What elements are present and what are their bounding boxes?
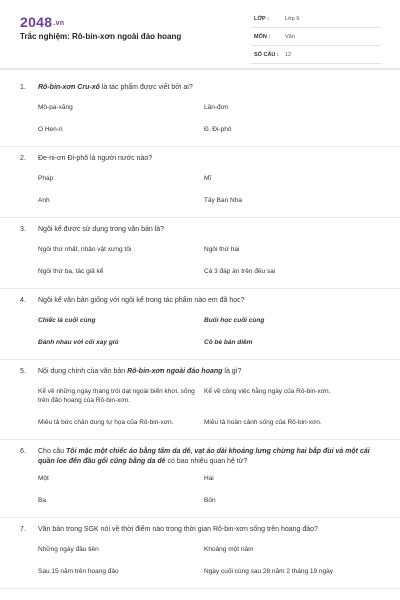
answer-options	[20, 467, 380, 517]
question-text-part: Cho câu	[38, 448, 67, 455]
answer-option[interactable]: Mô-pa-xăng	[38, 104, 73, 111]
answer-option[interactable]: Một	[38, 475, 49, 482]
question-6	[0, 440, 400, 518]
answer-option[interactable]: Miêu tả bức chân dung tự họa của Rô-bin-xơn.	[38, 419, 174, 426]
quiz-title: Trắc nghiệm: Rô-bin-xơn ngoài đảo hoang	[20, 32, 182, 41]
answer-option[interactable]: Đ. Đi-phô	[204, 126, 232, 133]
question-text-emphasis: Rô-bin-xơn Cru-xô	[38, 84, 100, 91]
meta-label: SỐ CÂU :	[254, 52, 279, 58]
question-text	[20, 289, 380, 309]
answer-options	[20, 538, 380, 588]
answer-option[interactable]: Sau 15 năm trên hoang đảo	[38, 568, 119, 575]
answer-option[interactable]: Hai	[204, 475, 214, 482]
question-text	[20, 147, 380, 167]
answer-option[interactable]: Buổi học cuối cùng	[204, 317, 265, 324]
question-2	[0, 147, 400, 218]
page-header	[0, 0, 400, 66]
meta-label: LỚP :	[254, 16, 269, 22]
answer-option[interactable]: Cả 3 đáp án trên đều sai	[204, 268, 276, 275]
quiz-meta	[251, 14, 381, 68]
question-text	[20, 76, 380, 96]
question-number: 2.	[20, 155, 26, 162]
question-number: 6.	[20, 448, 26, 455]
answer-option[interactable]: Ngôi thứ ba, tác giả kể	[38, 268, 104, 275]
meta-row-class	[251, 14, 381, 28]
answer-option[interactable]: Ngôi thứ nhất, nhân vật xưng tôi	[38, 246, 132, 253]
answer-option[interactable]: Cô bé bán diêm	[204, 339, 253, 346]
question-text-part: Nội dung chính của văn bản	[38, 368, 128, 375]
answer-option[interactable]: Tây Ban Nha	[204, 197, 242, 204]
answer-option[interactable]: Bốn	[204, 497, 216, 504]
logo-text: 2048	[20, 14, 53, 30]
question-text	[20, 440, 380, 467]
question-number: 4.	[20, 297, 26, 304]
answer-options	[20, 167, 380, 217]
meta-row-count	[251, 50, 381, 64]
question-text-part: Đe-ni-ơn Đi-phô là người nước nào?	[38, 155, 153, 162]
answer-option[interactable]: Miêu tả hoàn cảnh sống của Rô-bin-xơn.	[204, 419, 322, 426]
meta-row-subject	[251, 32, 381, 46]
answer-option[interactable]: Ngày cuối cùng sau 28 năm 2 tháng 19 ngày	[204, 568, 334, 575]
answer-option[interactable]: Chiếc lá cuối cùng	[38, 317, 96, 324]
answer-option[interactable]: Pháp	[38, 175, 54, 182]
question-text-part: Văn bản trong SGK nói về thời điểm nào trong thời gian Rô-bin-xơn sống trên hoang đảo?	[38, 526, 318, 533]
answer-option[interactable]: Ba	[38, 497, 46, 504]
answer-option[interactable]: Kể về những ngày tháng trôi dạt ngoài biển khơi, sống trên đảo hoang của Rô-bin-xơn.	[38, 388, 195, 404]
answer-option[interactable]: Anh	[38, 197, 50, 204]
question-4	[0, 289, 400, 360]
header-divider	[0, 68, 400, 70]
answer-option[interactable]: Kể về công việc hằng ngày của Rô-bin-xơn.	[204, 388, 331, 395]
question-text-part: là tác phẩm được viết bởi ai?	[99, 84, 193, 91]
site-logo[interactable]	[20, 14, 64, 30]
answer-option[interactable]: Lân-đơn	[204, 104, 229, 111]
answer-options	[20, 309, 380, 359]
meta-label: MÔN :	[254, 34, 271, 40]
question-1	[0, 76, 400, 147]
meta-value: 12	[285, 52, 292, 58]
answer-option[interactable]: Đánh nhau với cối xay gió	[38, 339, 119, 346]
question-number: 5.	[20, 368, 26, 375]
question-text-emphasis: Rô-bin-xơn ngoài đảo hoang	[127, 368, 223, 375]
logo-suffix: .vn	[53, 19, 65, 27]
question-number: 1.	[20, 84, 26, 91]
question-7	[0, 518, 400, 589]
question-text-part: Ngôi kể được sử dụng trong văn bản là?	[38, 226, 165, 233]
question-text-part: là gì?	[222, 368, 242, 375]
answer-options	[20, 96, 380, 146]
meta-value: Lớp 9	[285, 16, 300, 22]
question-text	[20, 218, 380, 238]
answer-option[interactable]: O Hen-ri	[38, 126, 63, 133]
question-5	[0, 360, 400, 440]
answer-option[interactable]: Khoảng một năm	[204, 546, 254, 553]
answer-option[interactable]: Ngôi thứ hai	[204, 246, 240, 253]
question-text	[20, 518, 380, 538]
question-text	[20, 360, 380, 380]
question-list	[0, 76, 400, 589]
question-number: 3.	[20, 226, 26, 233]
answer-option[interactable]: Mĩ	[204, 175, 212, 182]
answer-option[interactable]: Những ngày đầu tiên	[38, 546, 99, 553]
meta-value: Văn	[285, 34, 295, 40]
answer-options	[20, 380, 380, 439]
question-text-emphasis: Tôi mặc một chiếc áo bằng tấm da dê, vạt áo dài khoảng lưng chừng hai bắp đùi và một cái quần loe đến đầu gối cũng bằng da dê	[38, 448, 370, 465]
question-number: 7.	[20, 526, 26, 533]
question-text-part: Ngôi kể văn bản giống với ngôi kể trong tác phẩm nào em đã học?	[38, 297, 245, 304]
answer-options	[20, 238, 380, 288]
question-text-part: có bao nhiêu quan hệ từ?	[165, 458, 248, 465]
question-3	[0, 218, 400, 289]
